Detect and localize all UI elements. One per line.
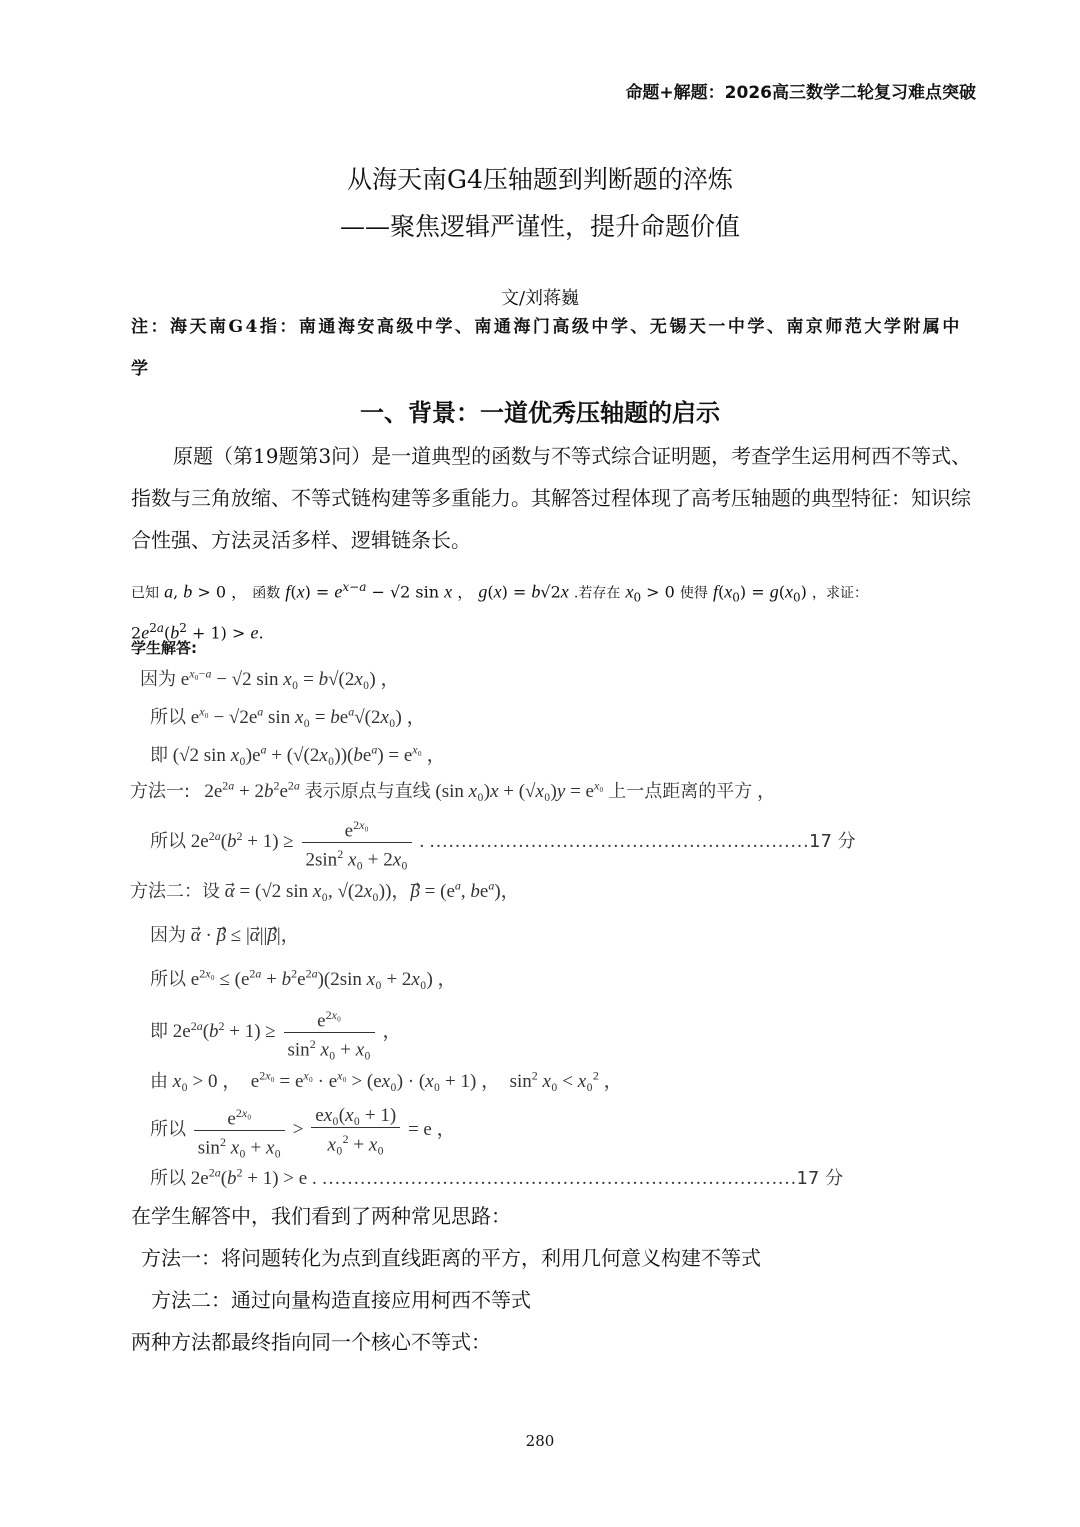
function-word: 函数 xyxy=(252,585,281,602)
author-line: 文/刘蒋巍 xyxy=(500,288,580,309)
method2-line: 方法二：设 α⃗ = (√2 sin x₀, √(2x₀))，β⃗ = ($e^a$, $be^a$)， xyxy=(130,878,520,902)
solution-line-1: 因为 $e^{x_0-a} - √2$ sin x₀ = b√(2x₀) ， xyxy=(140,666,400,690)
article-title: 从海天南G4压轴题到判断题的淬炼 xyxy=(347,165,733,194)
running-header: 命题+解题：2026高三数学二轮复习难点突破 xyxy=(625,83,976,103)
section-heading: 一、背景：一道优秀压轴题的启示 xyxy=(360,398,720,427)
discussion-line-2: 方法一：将问题转化为点到直线距离的平方，利用几何意义构建不等式 xyxy=(141,1246,761,1270)
such-that-word: 使得 xyxy=(679,585,708,602)
page-number: 280 xyxy=(525,1432,555,1450)
solution-line-2: 所以 $e^{x_0} - √2e^a$ $\sin x_0 = be^a√(2x_0)$ ， xyxy=(150,704,426,728)
discussion-line-4: 两种方法都最终指向同一个核心不等式： xyxy=(131,1330,491,1354)
school-note: 注：海天南G4指：南通海安高级中学、南通海门高级中学、无锡天一中学、南京师范大学附属中学 xyxy=(131,317,962,379)
discussion-line-3: 方法二：通过向量构造直接应用柯西不等式 xyxy=(151,1288,531,1312)
if-exist-word: .若存在 xyxy=(573,585,621,602)
method2-step-5: 所以 $\frac{e^{2x_0}}{\sin^2 x_0 + x_0}$ > $\frac{\text{ex₀(x₀ + 1)}}{x_0^2 + x_0}$ = e ， xyxy=(150,1102,456,1160)
method1-line: 方法一: $2e^{2a} + 2b^2e^{2a}$ 表示原点与直线 (sin $x_0)x + (√x_0)y = e^{x_0}$ 上一点距离的平方 ， xyxy=(130,778,776,802)
method1-result: 所以 $2e^{2a}(b^2 + 1)$ ≥ $\frac{e^{2x_0}}{2\sin^2 x_0 + 2x_0}$ . ……………………………………………………17 分 xyxy=(150,814,856,872)
method2-step-1: 因为 α⃗ · β⃗ ≤ |α⃗||β⃗|， xyxy=(150,925,300,946)
conclusion-end: . xyxy=(258,622,264,642)
method2-result: 所以 $2e^{2a}(b^2 + 1) > e$ . …………………………………………………………………17 分 xyxy=(150,1165,844,1189)
discussion-line-1: 在学生解答中，我们看到了两种常见思路： xyxy=(131,1204,511,1228)
problem-statement: 已知 a, b > 0 ， 函数 $f(x) = e^{x-a} - √2$ sin x ， g(x) = b√2x .若存在 $x_0 > 0$ 使得 $f(x_0) = g(x_0)$ ，求证： $2e^{2a}(b^2 + 1) > e$. xyxy=(131,580,868,642)
known-word: 已知 xyxy=(131,585,159,602)
solution-line-3: 即 (√2 $\sin x_0)e^a + (√(2x_0))(be^a) = e^{x_0}$ ， xyxy=(150,742,446,766)
prove-word: ，求证： xyxy=(811,585,868,602)
method2-step-2: 所以 $e^{2x_0} \le (e^{2a} + b^2e^{2a})(2\sin$ x₀ + 2x₀) ， xyxy=(150,966,457,990)
article-subtitle: ——聚焦逻辑严谨性，提升命题价值 xyxy=(339,212,740,241)
intro-paragraph: 原题（第19题第3问）是一道典型的函数与不等式综合证明题，考查学生运用柯西不等式、指数与三角放缩、不等式链构建等多重能力。其解答过程体现了高考压轴题的典型特征：知识综合性强、方法灵活多样、逻辑链条长。 xyxy=(131,444,972,552)
solution-label: 学生解答: xyxy=(131,639,197,657)
method2-step-4: 由 x₀ > 0 ， $e^{2x_0} = e^{x_0} \cdot e^{x_0} > (ex_0) \cdot (x_0 + 1)$ ， $\sin^2 x_0 < x_0^2$ ， xyxy=(150,1068,623,1092)
method2-step-3: 即 $2e^{2a}(b^2 + 1)$ ≥ $\frac{e^{2x_0}}{\sin^2 x_0 + x_0}$ ， xyxy=(150,1004,402,1062)
